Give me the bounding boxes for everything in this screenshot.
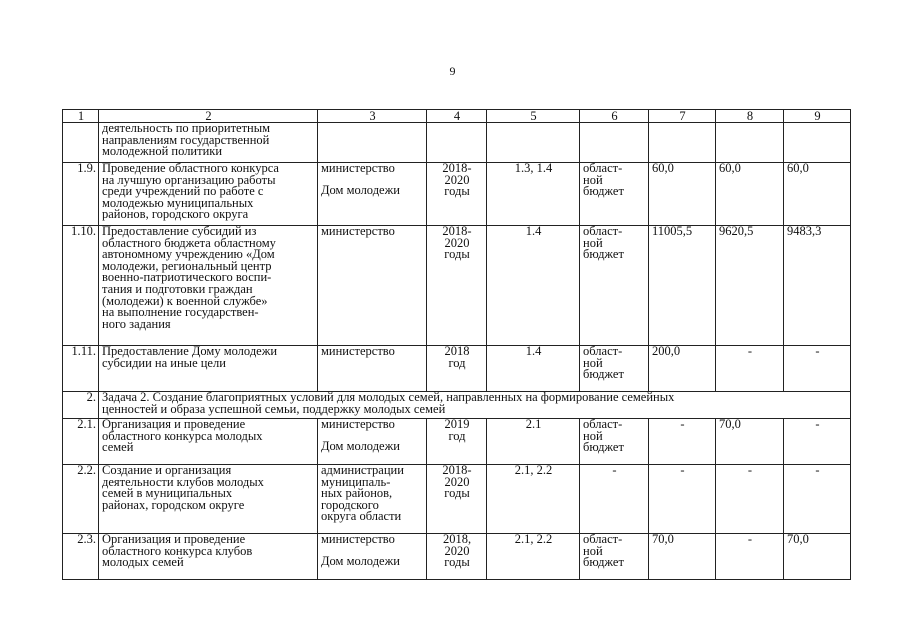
table-row [63,419,851,465]
period-line: годы [444,247,470,262]
activity-line: военно-патриотического воспи- [102,270,272,285]
indicator-cell: 1.4 [487,346,580,392]
executor-cell [318,465,427,534]
period-line: 2018- [442,225,472,238]
funding-source-line: ной [583,235,603,250]
activity-line: ного задания [102,316,171,331]
value-2018: 60,0 [649,163,716,226]
funding-source-line: ной [583,172,603,187]
header-col-9: 9 [784,110,851,123]
value-2020: - [784,465,851,534]
row-number: 2. [63,392,99,419]
executor-line: администрации [321,464,404,477]
indicator-cell [487,123,580,163]
value-2019 [716,123,784,163]
funding-source-cell [580,123,649,163]
activity-line: семей [102,440,134,455]
header-col-3: 3 [318,110,427,123]
period-line: 2019 [444,418,470,431]
period-cell [427,163,487,226]
funding-source-line: ной [583,543,603,558]
row-number: 1.10. [63,226,99,346]
executor-cell [318,226,427,346]
activity-cell [99,534,318,580]
period-cell [427,534,487,580]
funding-source-cell [580,226,649,346]
period-cell [427,346,487,392]
table-body [63,110,851,580]
indicator-cell: 1.3, 1.4 [487,163,580,226]
header-col-8: 8 [716,110,784,123]
period-line: год [448,428,466,443]
activity-cell [99,465,318,534]
activity-line: молодежью муниципальных [102,195,254,210]
funding-source-cell [580,163,649,226]
executor-line: министерство [321,162,395,175]
value-2019: - [716,534,784,580]
funding-source-cell [580,465,649,534]
header-col-5: 5 [487,110,580,123]
activity-line: молодежи, региональный центр [102,258,272,273]
period-line: 2020 [444,235,470,250]
header-col-2: 2 [99,110,318,123]
funding-source-line: ной [583,428,603,443]
activity-line: Организация и проведение [102,533,246,546]
period-cell [427,123,487,163]
header-col-6: 6 [580,110,649,123]
activity-line: семей в муниципальных [102,486,233,501]
table-row [63,465,851,534]
table-row [63,226,851,346]
period-line: 2020 [444,543,470,558]
period-line: 2020 [444,172,470,187]
executor-line: министерство [321,225,395,238]
funding-source-line: област- [583,533,623,546]
period-cell [427,419,487,465]
funding-source-line: бюджет [583,184,624,199]
value-2018 [649,123,716,163]
activity-line: районов, городского округа [102,207,249,222]
executor-line: министерство [321,345,395,358]
period-line: год [448,355,466,370]
activity-line: среди учреждений по работе с [102,184,264,199]
page-number: 9 [449,64,456,78]
period-cell [427,226,487,346]
executor-cell [318,419,427,465]
activity-line: на лучшую организацию работы [102,172,276,187]
program-table [62,109,851,580]
value-2019: 70,0 [716,419,784,465]
table-header-row [63,110,851,123]
row-number: 1.11. [63,346,99,392]
funding-source-cell [580,534,649,580]
activity-line: направлениям государственной [102,132,270,147]
executor-cell [318,346,427,392]
executor-line: министерство [321,418,395,431]
funding-source-line: бюджет [583,367,624,382]
header-col-7: 7 [649,110,716,123]
executor-line: министерство [321,533,395,546]
funding-source-line: област- [583,162,623,175]
row-number: 1.9. [63,163,99,226]
task-row [63,392,851,419]
value-2019: - [716,346,784,392]
activity-cell [99,226,318,346]
activity-cell [99,419,318,465]
executor-line: муниципаль- [321,474,391,489]
value-2020: 9483,3 [784,226,851,346]
executor-cell [318,123,427,163]
funding-source-line: област- [583,345,623,358]
value-2020 [784,123,851,163]
funding-source-line: - [612,464,617,477]
table-row [63,346,851,392]
value-2018: 70,0 [649,534,716,580]
activity-line: областного бюджета областному [102,235,276,250]
period-line: 2018, [442,533,472,546]
header-col-4: 4 [427,110,487,123]
period-line: годы [444,486,470,501]
indicator-cell: 2.1, 2.2 [487,465,580,534]
period-line: годы [444,184,470,199]
activity-line: автономному учреждению «Дом [102,247,275,262]
task-text [99,392,851,419]
period-line: 2018- [442,162,472,175]
value-2019: 60,0 [716,163,784,226]
executor-line: городского [321,497,379,512]
executor-cell [318,534,427,580]
period-line: годы [444,555,470,570]
period-line: 2018 [444,345,470,358]
activity-line: Создание и организация [102,464,232,477]
activity-line: Предоставление субсидий из [102,225,257,238]
activity-line: тания и подготовки граждан [102,281,253,296]
row-number: 2.2. [63,465,99,534]
executor-line: ных районов, [321,486,393,501]
activity-cell [99,346,318,392]
value-2020: - [784,419,851,465]
value-2020: - [784,346,851,392]
activity-line: молодежной политики [102,144,223,159]
executor-line: Дом молодежи [321,438,400,453]
value-2019: - [716,465,784,534]
row-number [63,123,99,163]
activity-line: молодых семей [102,555,184,570]
table-row [63,534,851,580]
funding-source-line: бюджет [583,440,624,455]
funding-source-line: бюджет [583,247,624,262]
table-row [63,123,851,163]
funding-source-cell [580,419,649,465]
period-line: 2018- [442,464,472,477]
value-2018: - [649,419,716,465]
indicator-cell: 2.1, 2.2 [487,534,580,580]
value-2020: 70,0 [784,534,851,580]
funding-source-line: бюджет [583,555,624,570]
activity-line: субсидии на иные цели [102,355,226,370]
executor-cell [318,163,427,226]
funding-source-line: ной [583,355,603,370]
activity-line: областного конкурса молодых [102,428,263,443]
indicator-cell: 2.1 [487,419,580,465]
activity-line: на выполнение государствен- [102,305,259,320]
activity-line: деятельность по приоритетным [102,122,271,135]
activity-line: районах, городском округе [102,497,245,512]
task-text-line: ценностей и образа успешной семьи, поддержку молодых семей [102,401,446,416]
row-number: 2.1. [63,419,99,465]
activity-line: деятельности клубов молодых [102,474,264,489]
activity-cell [99,163,318,226]
activity-line: Предоставление Дому молодежи [102,345,278,358]
row-number: 2.3. [63,534,99,580]
executor-line: Дом молодежи [321,182,400,197]
value-2018: - [649,465,716,534]
funding-source-line: област- [583,225,623,238]
activity-line: областного конкурса клубов [102,543,253,558]
funding-source-line: област- [583,418,623,431]
header-col-1: 1 [63,110,99,123]
activity-line: Проведение областного конкурса [102,162,279,175]
table-row [63,163,851,226]
value-2018: 11005,5 [649,226,716,346]
executor-line: Дом молодежи [321,553,400,568]
value-2018: 200,0 [649,346,716,392]
indicator-cell: 1.4 [487,226,580,346]
value-2020: 60,0 [784,163,851,226]
activity-cell [99,123,318,163]
value-2019: 9620,5 [716,226,784,346]
activity-line: Организация и проведение [102,418,246,431]
activity-line: (молодежи) к военной службе» [102,293,268,308]
period-line: 2020 [444,474,470,489]
funding-source-cell [580,346,649,392]
task-text-line: Задача 2. Создание благоприятных условий для молодых семей, направленных на формирование семейных [102,391,675,404]
executor-line: округа области [321,509,402,524]
period-cell [427,465,487,534]
